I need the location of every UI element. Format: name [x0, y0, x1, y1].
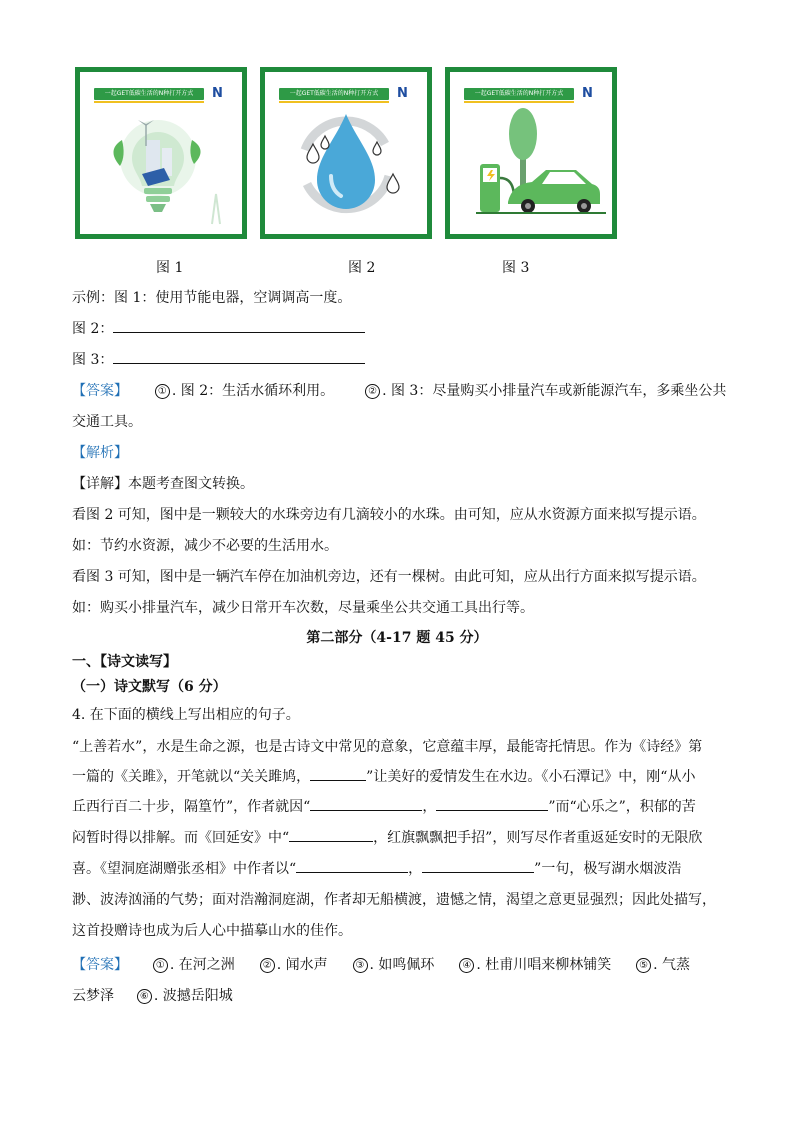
q4-line-1: “上善若水”，水是生命之源，也是古诗文中常见的意象，它意蕴丰厚，最能寄托情思。作为《诗经》第 [72, 739, 703, 755]
fill-line-fig3: 图 3： [72, 349, 365, 369]
figure-banner: 一起GET低碳生活的N种打开方式 [464, 88, 574, 100]
answer-blank[interactable] [113, 318, 365, 333]
figure-banner: 一起GET低碳生活的N种打开方式 [279, 88, 389, 100]
section-title: 一、【诗文读写】 [72, 654, 177, 670]
answer-tag: 【答案】 [72, 957, 128, 973]
analysis-para-2: 如：节约水资源，减少不必要的生活用水。 [72, 538, 338, 554]
q4-line-5: 喜。《望洞庭湖赠张丞相》中作者以“ ， ”一句，极写湖水烟波浩 [72, 858, 681, 878]
figure-2-caption: 图 2 [348, 260, 376, 276]
figure-row [75, 67, 635, 243]
analysis-para-1: 看图 2 可知，图中是一颗较大的水珠旁边有几滴较小的水珠。由可知，应从水资源方面来拟写提示语。 [72, 507, 706, 523]
figure-1-caption: 图 1 [156, 260, 184, 276]
figure-2 [260, 67, 432, 239]
answer-blank[interactable] [289, 827, 373, 842]
q3-answer-cont: 交通工具。 [72, 414, 142, 430]
part2-title: 第二部分（4-17 题 45 分） [306, 630, 488, 646]
figure-1 [75, 67, 247, 239]
fill-line-fig2: 图 2： [72, 318, 365, 338]
energy-bulb-icon [80, 106, 242, 234]
answer-blank[interactable] [296, 858, 408, 873]
electric-car-icon [450, 106, 612, 234]
logo-icon: N [397, 86, 408, 101]
analysis-para-4: 如：购买小排量汽车，减少日常开车次数，尽量乘坐公共交通工具出行等。 [72, 600, 534, 616]
q4-answer: 【答案】 ① . 在河之洲 ② . 闻水声 ③ . 如鸣佩环 ④ . 杜甫川唱来柳林铺笑 ⑤ . 气蒸 [72, 957, 691, 973]
answer-blank[interactable] [436, 796, 548, 811]
logo-icon: N [582, 86, 593, 101]
section-subtitle: （一）诗文默写（6 分） [72, 679, 227, 695]
figure-3 [445, 67, 617, 239]
answer-blank[interactable] [422, 858, 534, 873]
answer-blank[interactable] [310, 796, 422, 811]
q4-line-7: 这首投赠诗也成为后人心中描摹山水的佳作。 [72, 923, 352, 939]
detail-line: 【详解】本题考查图文转换。 [72, 476, 254, 492]
analysis-para-3: 看图 3 可知，图中是一辆汽车停在加油机旁边，还有一棵树。由此可知，应从出行方面来拟写提示语。 [72, 569, 706, 585]
q4-line-4: 闷暂时得以排解。而《回延安》中“ ，红旗飘飘把手招”，则写尽作者重返延安时的无限欣 [72, 827, 702, 847]
answer-blank[interactable] [113, 349, 365, 364]
q4-line-6: 渺、波涛汹涌的气势；面对浩瀚洞庭湖，作者却无船横渡，遗憾之情，渴望之意更显强烈；因此处描写， [72, 892, 716, 908]
answer-blank[interactable] [310, 766, 366, 781]
q3-answer: 【答案】 ① . 图 2：生活水循环利用。 ② . 图 3：尽量购买小排量汽车或新能源汽车，多乘坐公共 [72, 383, 727, 399]
example-line: 示例：图 1：使用节能电器，空调调高一度。 [72, 290, 352, 306]
logo-icon: N [212, 86, 223, 101]
q4-line-2: 一篇的《关雎》，开笔就以“关关雎鸠， ”让美好的爱情发生在水边。《小石潭记》中，刚“从小 [72, 766, 695, 786]
answer-tag: 【答案】 [72, 383, 128, 399]
water-drop-icon [265, 106, 427, 234]
q4-line-3: 丘西行百二十步，隔篁竹”，作者就因“ ， ”而“心乐之”，积郁的苦 [72, 796, 696, 816]
figure-banner: 一起GET低碳生活的N种打开方式 [94, 88, 204, 100]
figure-3-caption: 图 3 [502, 260, 530, 276]
q4-answer-cont: 云梦泽 ⑥ . 波撼岳阳城 [72, 988, 233, 1004]
analysis-tag: 【解析】 [72, 445, 128, 461]
q4-stem: 4. 在下面的横线上写出相应的句子。 [72, 707, 300, 723]
